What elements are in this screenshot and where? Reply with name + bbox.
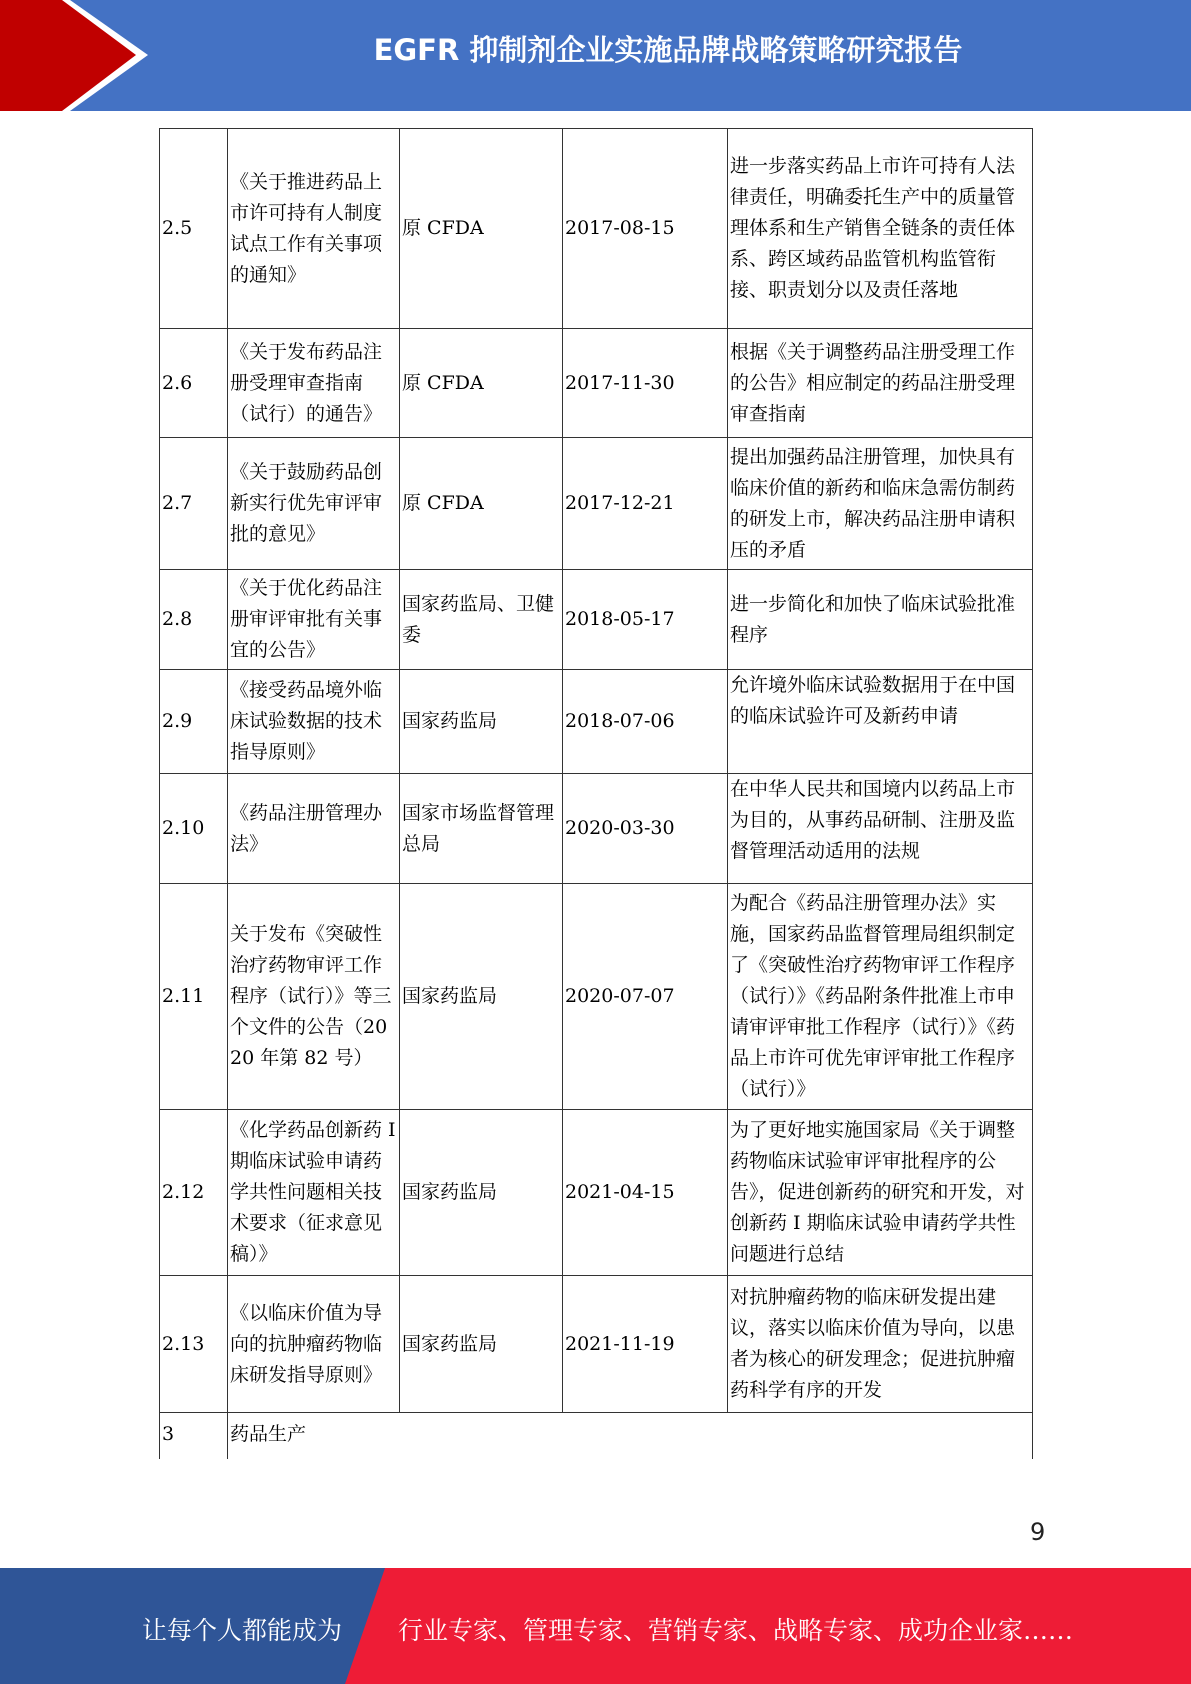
summary: 进一步落实药品上市许可持有人法律责任，明确委托生产中的质量管理体系和生产销售全链条的责任体系、跨区域药品监管机构监管衔接、职责划分以及责任落地 <box>728 129 1033 329</box>
issue-date: 2020-07-07 <box>563 884 728 1110</box>
summary: 允许境外临床试验数据用于在中国的临床试验许可及新药申请 <box>728 670 1033 774</box>
document-title: 关于发布《突破性治疗药物审评工作程序（试行）》等三个文件的公告（2020 年第 82 号） <box>228 884 400 1110</box>
document-title: 《关于推进药品上市许可持有人制度试点工作有关事项的通知》 <box>228 129 400 329</box>
summary: 在中华人民共和国境内以药品上市为目的，从事药品研制、注册及监督管理活动适用的法规 <box>728 774 1033 884</box>
row-number: 2.9 <box>160 670 228 774</box>
issue-date: 2020-03-30 <box>563 774 728 884</box>
document-title: 《关于优化药品注册审评审批有关事宜的公告》 <box>228 570 400 670</box>
table-row <box>160 884 1033 1110</box>
issuing-agency: 原 CFDA <box>400 129 563 329</box>
document-title: 《以临床价值为导向的抗肿瘤药物临床研发指导原则》 <box>228 1276 400 1413</box>
issuing-agency: 国家市场监督管理总局 <box>400 774 563 884</box>
table-row <box>160 329 1033 438</box>
issue-date: 2017-08-15 <box>563 129 728 329</box>
document-title: 《接受药品境外临床试验数据的技术指导原则》 <box>228 670 400 774</box>
issuing-agency: 国家药监局 <box>400 884 563 1110</box>
document-title: 《关于鼓励药品创新实行优先审评审批的意见》 <box>228 438 400 570</box>
issuing-agency: 原 CFDA <box>400 438 563 570</box>
footer-slogan-right: 行业专家、管理专家、营销专家、战略专家、成功企业家…… <box>398 1616 1074 1645</box>
table-row <box>160 1276 1033 1413</box>
page-header <box>0 0 1191 111</box>
row-number: 2.11 <box>160 884 228 1110</box>
section-row <box>160 1413 1033 1460</box>
summary: 为配合《药品注册管理办法》实施，国家药品监督管理局组织制定了《突破性治疗药物审评工作程序（试行）》《药品附条件批准上市申请审评审批工作程序（试行）》《药品上市许可优先审评审批工作程序（试行）》 <box>728 884 1033 1110</box>
table-row <box>160 438 1033 570</box>
row-number: 2.10 <box>160 774 228 884</box>
summary: 为了更好地实施国家局《关于调整药物临床试验审评审批程序的公告》，促进创新药的研究和开发，对创新药 I 期临床试验申请药学共性问题进行总结 <box>728 1110 1033 1276</box>
document-title: 《化学药品创新药 I 期临床试验申请药学共性问题相关技术要求（征求意见稿）》 <box>228 1110 400 1276</box>
footer-slogan-left: 让每个人都能成为 <box>142 1616 343 1645</box>
issue-date: 2017-11-30 <box>563 329 728 438</box>
document-title: 《关于发布药品注册受理审查指南（试行）的通告》 <box>228 329 400 438</box>
summary: 根据《关于调整药品注册受理工作的公告》相应制定的药品注册受理审查指南 <box>728 329 1033 438</box>
table-row <box>160 570 1033 670</box>
issue-date: 2021-04-15 <box>563 1110 728 1276</box>
issue-date: 2018-07-06 <box>563 670 728 774</box>
issuing-agency: 国家药监局 <box>400 1110 563 1276</box>
row-number: 2.6 <box>160 329 228 438</box>
row-number: 2.12 <box>160 1110 228 1276</box>
issuing-agency: 国家药监局、卫健委 <box>400 570 563 670</box>
regulation-table <box>159 128 1033 1459</box>
table-row <box>160 129 1033 329</box>
page-footer <box>0 1568 1191 1684</box>
row-number: 2.8 <box>160 570 228 670</box>
table-row <box>160 774 1033 884</box>
issuing-agency: 原 CFDA <box>400 329 563 438</box>
issue-date: 2017-12-21 <box>563 438 728 570</box>
issue-date: 2021-11-19 <box>563 1276 728 1413</box>
summary: 对抗肿瘤药物的临床研发提出建议，落实以临床价值为导向，以患者为核心的研发理念；促进抗肿瘤药科学有序的开发 <box>728 1276 1033 1413</box>
table-row <box>160 1110 1033 1276</box>
section-number: 3 <box>160 1413 228 1460</box>
document-title: 《药品注册管理办法》 <box>228 774 400 884</box>
section-label: 药品生产 <box>228 1413 1033 1460</box>
issuing-agency: 国家药监局 <box>400 1276 563 1413</box>
row-number: 2.13 <box>160 1276 228 1413</box>
row-number: 2.7 <box>160 438 228 570</box>
row-number: 2.5 <box>160 129 228 329</box>
page-number: 9 <box>1030 1518 1046 1546</box>
issue-date: 2018-05-17 <box>563 570 728 670</box>
summary: 进一步简化和加快了临床试验批准程序 <box>728 570 1033 670</box>
issuing-agency: 国家药监局 <box>400 670 563 774</box>
summary: 提出加强药品注册管理，加快具有临床价值的新药和临床急需仿制药的研发上市，解决药品注册申请积压的矛盾 <box>728 438 1033 570</box>
table-row <box>160 670 1033 774</box>
report-title: EGFR 抑制剂企业实施品牌战略策略研究报告 <box>373 33 963 67</box>
